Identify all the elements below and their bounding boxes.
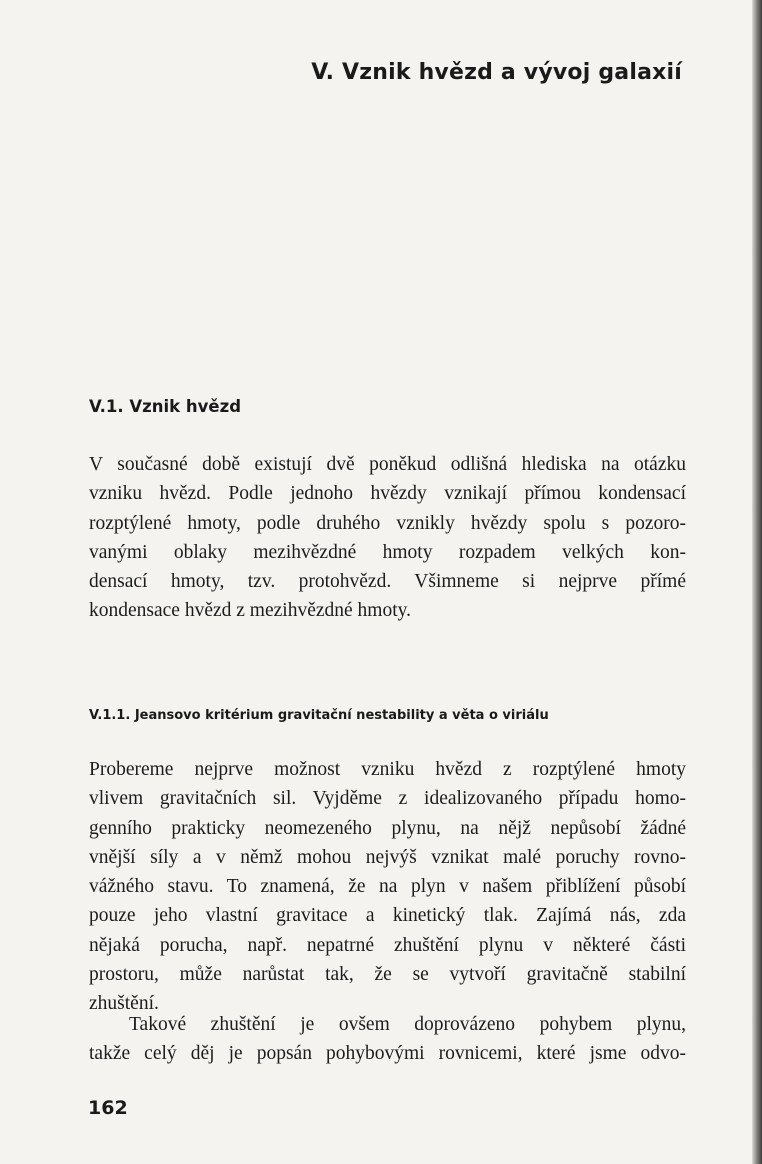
text-line: Probereme nejprve možnost vzniku hvězd z rozptýlené hmoty (89, 759, 686, 780)
text-line: densací hmoty, tzv. protohvězd. Všimneme si nejprve přímé (89, 571, 686, 593)
subsection-paragraph-2 (89, 1010, 686, 1069)
text-line: prostoru, může narůstat tak, že se vytvoří gravitačně stabilní (89, 964, 686, 986)
text-line: zhuštění. (89, 993, 159, 1015)
page-edge-shadow (752, 0, 762, 1164)
text-line: vlivem gravitačních sil. Vyjděme z idealizovaného případu homo- (89, 788, 686, 810)
page-number: 162 (88, 1097, 128, 1119)
text-line: kondensace hvězd z mezihvězdné hmoty. (89, 600, 411, 622)
text-line: V současné době existují dvě poněkud odlišná hlediska na otázku (89, 454, 686, 475)
chapter-title: V. Vznik hvězd a vývoj galaxií (311, 60, 682, 85)
section-paragraph (89, 450, 686, 626)
subsection-heading: V.1.1. Jeansovo kritérium gravitační nestability a věta o viriálu (89, 708, 549, 723)
section-heading: V.1. Vznik hvězd (89, 397, 242, 416)
text-line: takže celý děj je popsán pohybovými rovnicemi, které jsme odvo- (89, 1043, 686, 1065)
text-line: rozptýlené hmoty, podle druhého vznikly hvězdy spolu s pozoro- (89, 512, 686, 534)
text-line: genního prakticky neomezeného plynu, na nějž nepůsobí žádné (89, 817, 686, 839)
subsection-paragraph-1 (89, 755, 686, 1019)
text-line: nějaká porucha, např. nepatrné zhuštění plynu v některé části (89, 934, 686, 956)
text-line: Takové zhuštění je ovšem doprovázeno pohybem plynu, (129, 1014, 686, 1035)
text-line: vážného stavu. To znamená, že na plyn v našem přiblížení působí (89, 876, 686, 898)
text-line: vanými oblaky mezihvězdné hmoty rozpadem velkých kon- (89, 541, 686, 563)
text-line: pouze jeho vlastní gravitace a kinetický tlak. Zajímá nás, zda (89, 905, 686, 927)
text-line: vzniku hvězd. Podle jednoho hvězdy vznikají přímou kondensací (89, 483, 686, 505)
text-line: vnější síly a v němž mohou nejvýš vznikat malé poruchy rovno- (89, 846, 686, 868)
